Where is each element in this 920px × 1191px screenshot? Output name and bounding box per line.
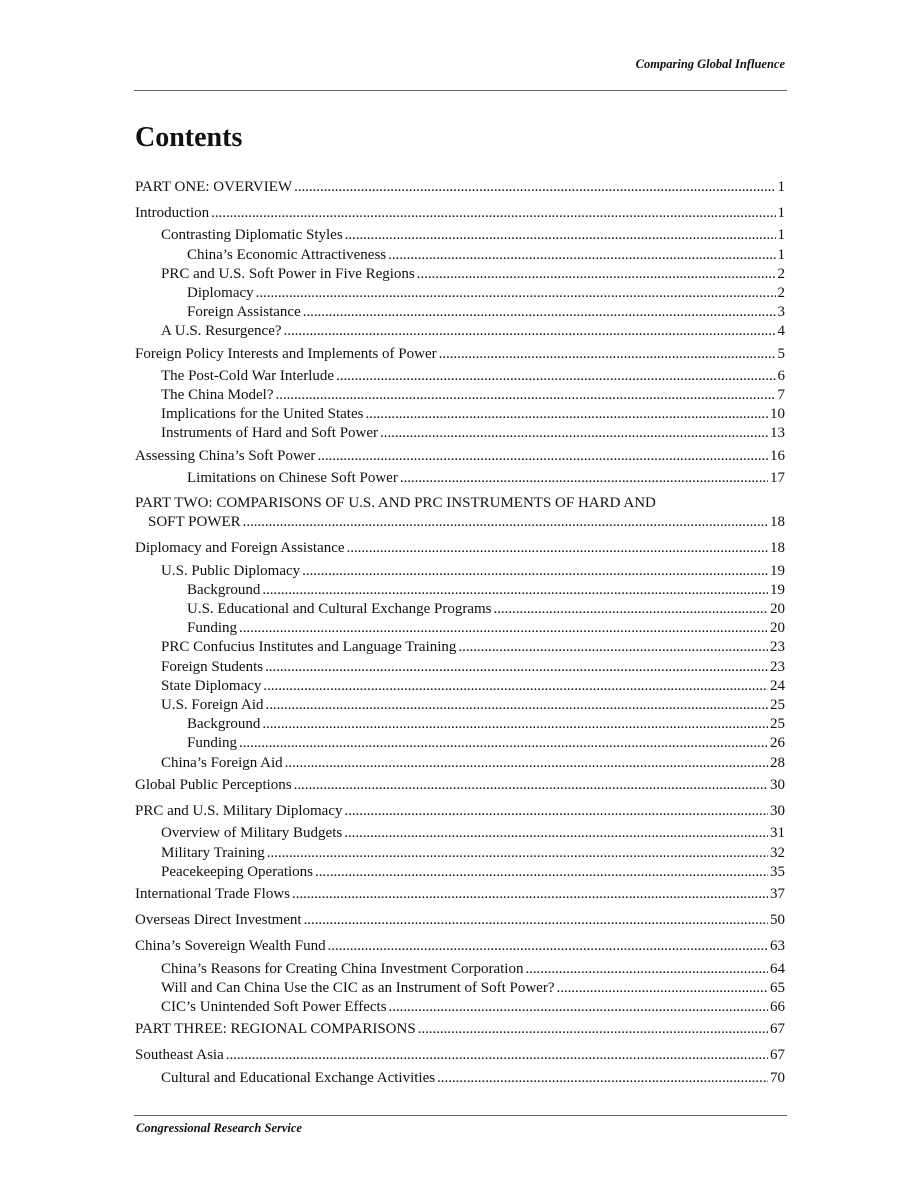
toc-entry-assessing[interactable]: Assessing China’s Soft Power . . . 16 <box>135 447 785 466</box>
toc-entry-part-one[interactable]: PART ONE: OVERVIEW . . . 1 <box>135 178 785 197</box>
toc-entry-cic-reasons[interactable]: China’s Reasons for Creating China Investment Corporation . . . 64 <box>135 960 785 979</box>
toc-entry-background-2[interactable]: Background . . . 25 <box>135 715 785 734</box>
toc-entry-military-training[interactable]: Military Training . . . 32 <box>135 844 785 863</box>
toc-entry-military-diplomacy[interactable]: PRC and U.S. Military Diplomacy . . . 30 <box>135 802 785 821</box>
toc-entry-china-model[interactable]: The China Model? . . . 7 <box>135 386 785 405</box>
toc-entry-post-cold-war[interactable]: The Post-Cold War Interlude . . . 6 <box>135 367 785 386</box>
toc-entry-us-resurgence[interactable]: A U.S. Resurgence? . . . 4 <box>135 322 785 341</box>
toc-entry-instruments[interactable]: Instruments of Hard and Soft Power . . . 13 <box>135 424 785 443</box>
toc-entry-prc-us-soft-power[interactable]: PRC and U.S. Soft Power in Five Regions . . . 2 <box>135 265 785 284</box>
toc-entry-odi[interactable]: Overseas Direct Investment . . . 50 <box>135 911 785 930</box>
toc-entry-part-three[interactable]: PART THREE: REGIONAL COMPARISONS . . . 67 <box>135 1020 785 1039</box>
toc-entry-trade-flows[interactable]: International Trade Flows . . . 37 <box>135 885 785 904</box>
toc-entry-us-public-diplomacy[interactable]: U.S. Public Diplomacy . . . 19 <box>135 562 785 581</box>
toc-entry-peacekeeping[interactable]: Peacekeeping Operations . . . 35 <box>135 863 785 882</box>
running-header: Comparing Global Influence <box>635 57 785 71</box>
toc-entry-cic-effects[interactable]: CIC’s Unintended Soft Power Effects . . . 66 <box>135 998 785 1017</box>
toc-entry-foreign-policy[interactable]: Foreign Policy Interests and Implements of Power . . . 5 <box>135 345 785 364</box>
toc-entry-introduction[interactable]: Introduction . . . 1 <box>135 204 785 223</box>
toc-entry-exchange-programs[interactable]: U.S. Educational and Cultural Exchange Programs . . . 20 <box>135 600 785 619</box>
toc-entry-southeast-asia[interactable]: Southeast Asia . . . 67 <box>135 1046 785 1065</box>
toc-entry-diplomacy[interactable]: Diplomacy . . . 2 <box>135 284 785 303</box>
toc-entry-part-two[interactable]: SOFT POWER . . . 18 <box>135 513 785 532</box>
toc-entry-confucius[interactable]: PRC Confucius Institutes and Language Training . . . 23 <box>135 638 785 657</box>
toc-entry-economic-attractiveness[interactable]: China’s Economic Attractiveness . . . 1 <box>135 246 785 265</box>
toc-entry-military-budgets[interactable]: Overview of Military Budgets . . . 31 <box>135 824 785 843</box>
toc-entry-china-foreign-aid[interactable]: China’s Foreign Aid . . . 28 <box>135 754 785 773</box>
toc-entry-cultural-exchange[interactable]: Cultural and Educational Exchange Activities . . . 70 <box>135 1069 785 1088</box>
toc-entry-state-diplomacy[interactable]: State Diplomacy . . . 24 <box>135 677 785 696</box>
footer-publisher: Congressional Research Service <box>136 1121 302 1135</box>
page-title: Contents <box>135 122 243 153</box>
toc-entry-foreign-assistance[interactable]: Foreign Assistance . . . 3 <box>135 303 785 322</box>
toc-entry-limitations[interactable]: Limitations on Chinese Soft Power . . . 17 <box>135 469 785 488</box>
toc-entry-implications[interactable]: Implications for the United States . . . 10 <box>135 405 785 424</box>
toc-entry-contrasting-styles[interactable]: Contrasting Diplomatic Styles . . . 1 <box>135 226 785 245</box>
toc-entry-foreign-students[interactable]: Foreign Students . . . 23 <box>135 658 785 677</box>
toc-entry-global-perceptions[interactable]: Global Public Perceptions . . . 30 <box>135 776 785 795</box>
toc-entry-swf[interactable]: China’s Sovereign Wealth Fund . . . 63 <box>135 937 785 956</box>
header-rule <box>134 90 787 91</box>
toc-entry-cic-instrument[interactable]: Will and Can China Use the CIC as an Instrument of Soft Power? . . . 65 <box>135 979 785 998</box>
toc-entry-us-foreign-aid[interactable]: U.S. Foreign Aid . . . 25 <box>135 696 785 715</box>
toc-entry-funding-2[interactable]: Funding . . . 26 <box>135 734 785 753</box>
table-of-contents <box>135 178 785 1088</box>
toc-entry-background-1[interactable]: Background . . . 19 <box>135 581 785 600</box>
footer-rule <box>134 1115 787 1116</box>
toc-entry-diplomacy-foreign-assistance[interactable]: Diplomacy and Foreign Assistance . . . 18 <box>135 539 785 558</box>
toc-entry-funding-1[interactable]: Funding . . . 20 <box>135 619 785 638</box>
toc-entry-part-two-line1[interactable]: PART TWO: COMPARISONS OF U.S. AND PRC INSTRUMENTS OF HARD AND <box>135 495 656 512</box>
